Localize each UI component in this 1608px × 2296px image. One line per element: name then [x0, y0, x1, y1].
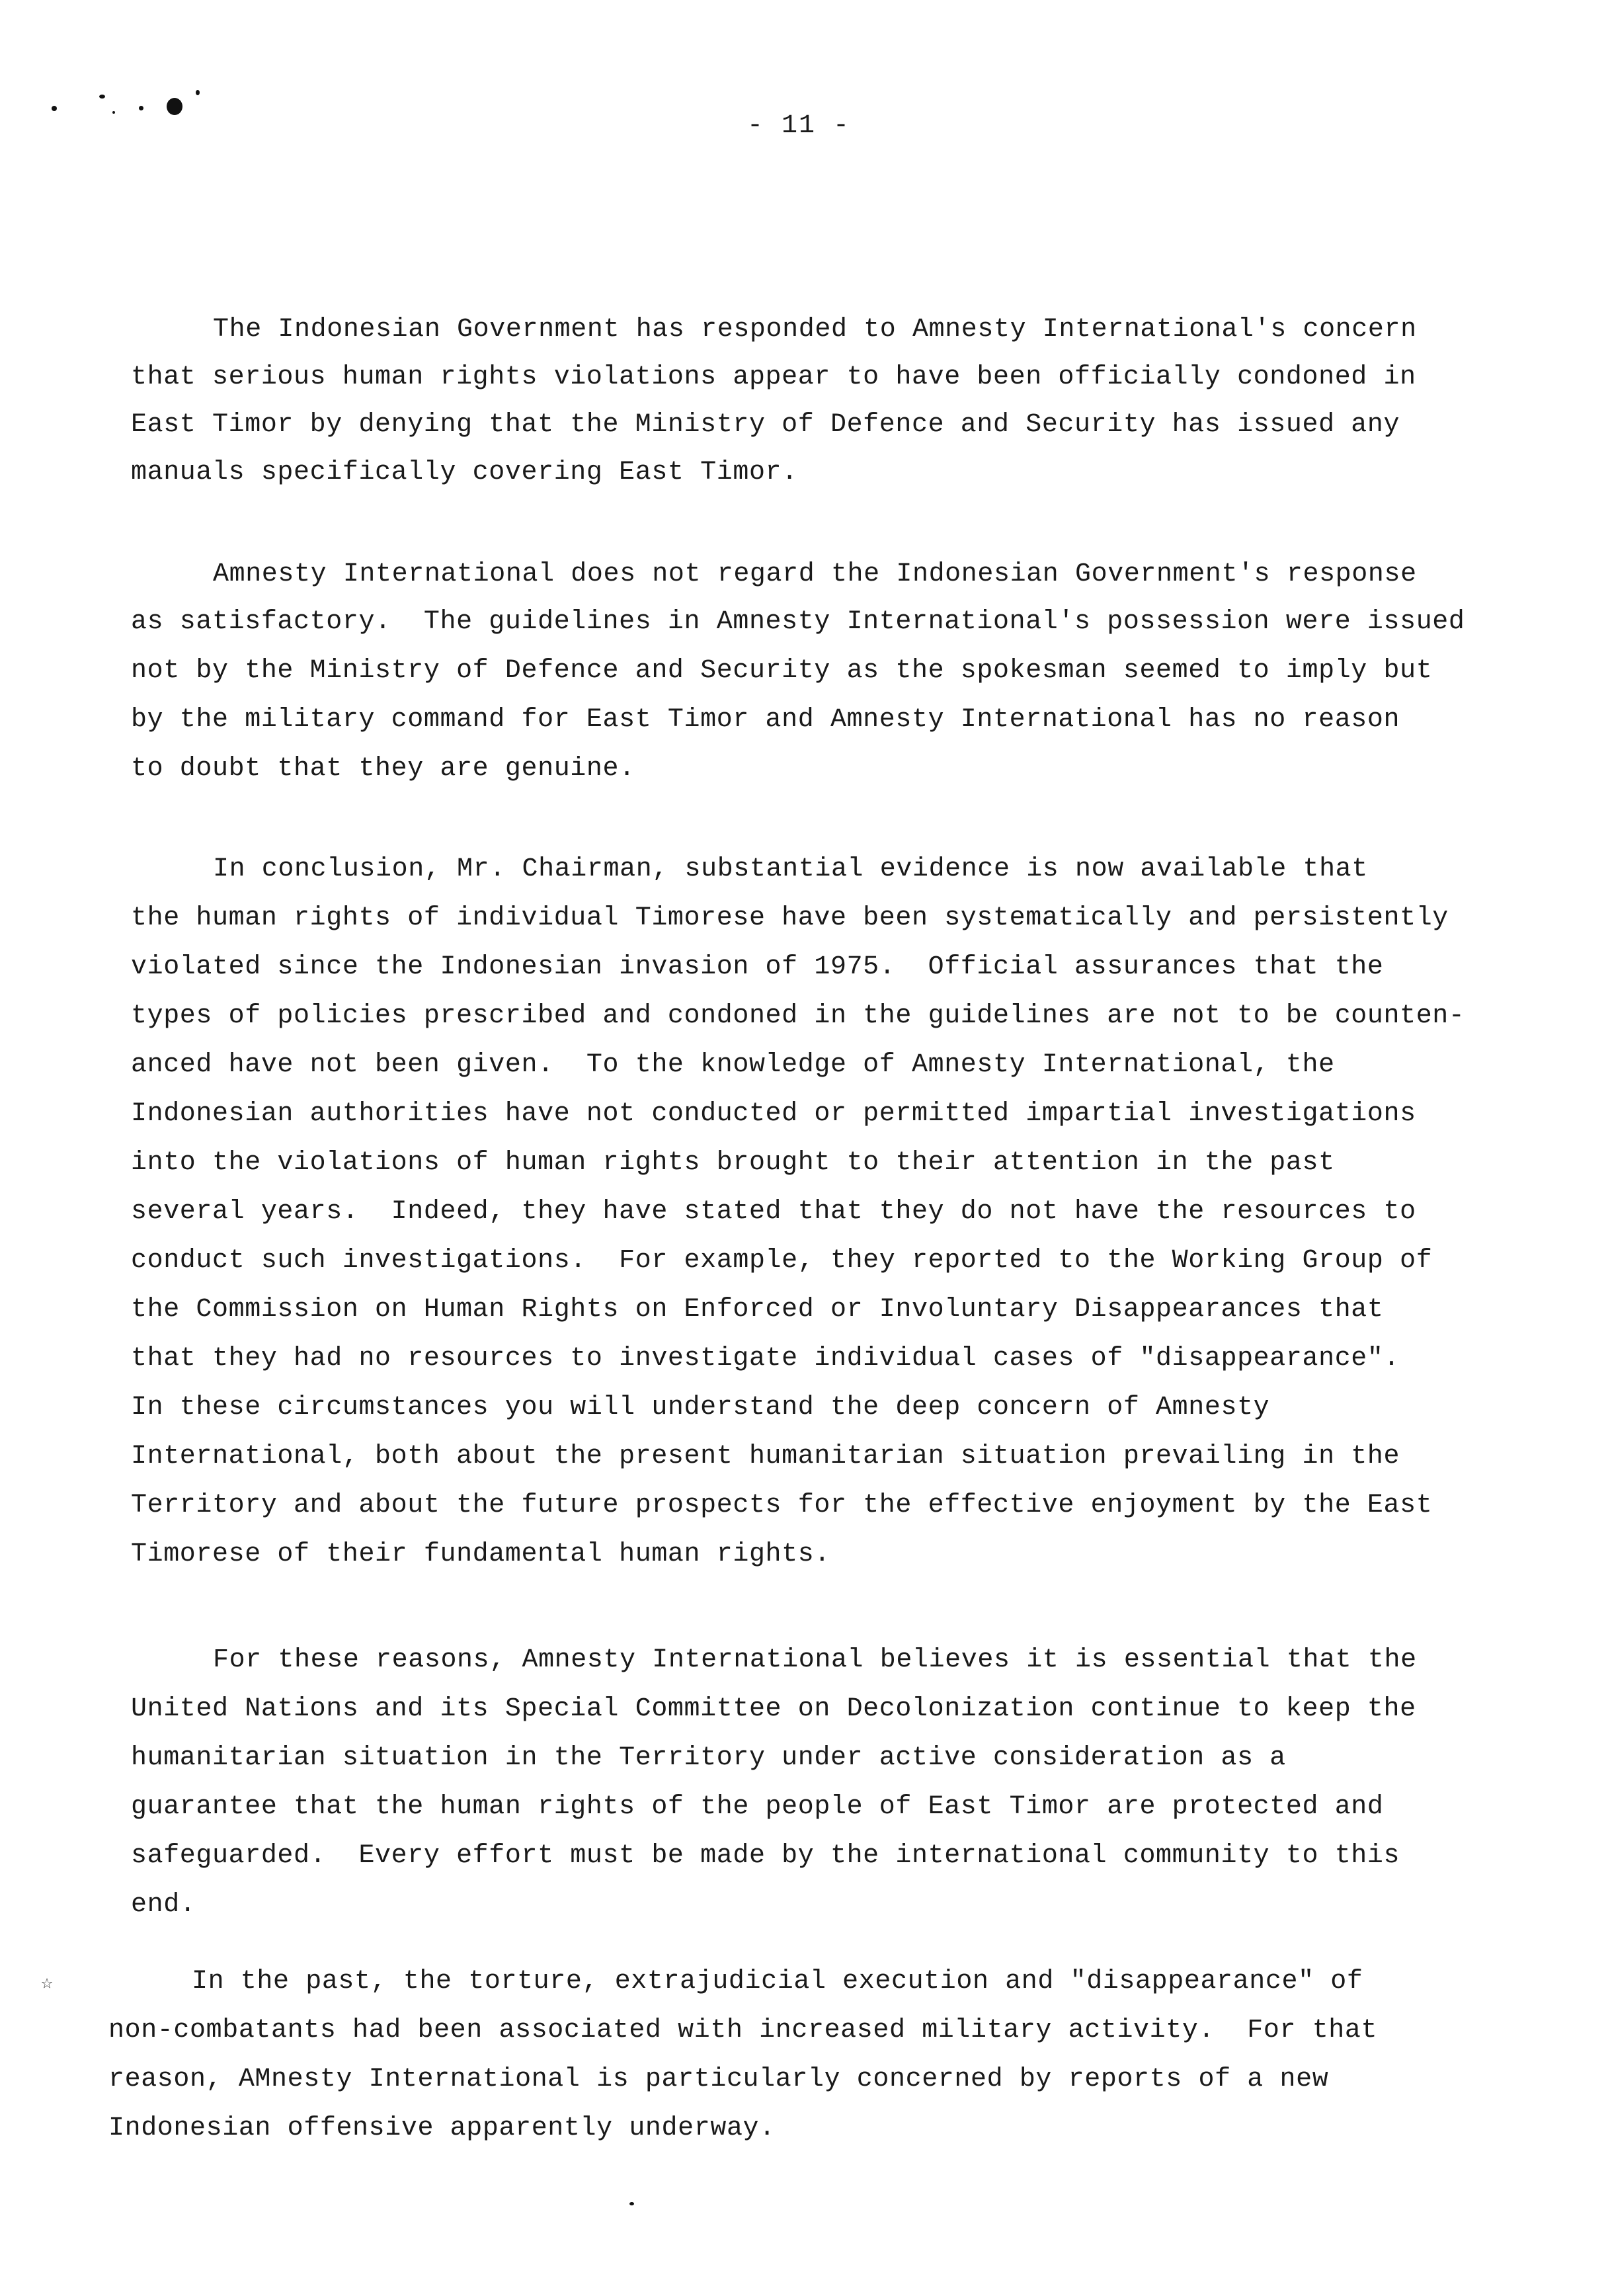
text-line: several years. Indeed, they have stated that they do not have the resources to [131, 1197, 1416, 1227]
text-line: conduct such investigations. For example, they reported to the Working Group of [131, 1246, 1433, 1276]
text-line: to doubt that they are genuine. [131, 754, 635, 784]
text-line: Timorese of their fundamental human rights. [131, 1539, 830, 1569]
scan-speck [99, 95, 105, 99]
text-line: not by the Ministry of Defence and Security as the spokesman seemed to imply but [131, 656, 1433, 686]
text-line: For these reasons, Amnesty International believes it is essential that the [213, 1645, 1417, 1675]
text-line: non-combatants had been associated with increased military activity. For that [108, 2016, 1378, 2045]
text-line: end. [131, 1890, 196, 1920]
scan-speck [139, 106, 143, 110]
page-number: - 11 - [747, 111, 851, 141]
text-line: guarantee that the human rights of the people of East Timor are protected and [131, 1792, 1384, 1822]
text-line: that they had no resources to investigate individual cases of "disappearance". [131, 1344, 1400, 1374]
scan-speck [629, 2202, 634, 2205]
scan-speck [196, 90, 200, 95]
text-line: Territory and about the future prospects for the effective enjoyment by the East [131, 1491, 1433, 1520]
text-line: International, both about the present humanitarian situation prevailing in the [131, 1442, 1400, 1471]
text-line: In conclusion, Mr. Chairman, substantial evidence is now available that [213, 854, 1368, 884]
text-line: manuals specifically covering East Timor. [131, 458, 798, 487]
text-line: types of policies prescribed and condoned in the guidelines are not to be counten- [131, 1001, 1465, 1031]
text-line: Indonesian offensive apparently underway. [108, 2113, 776, 2143]
text-line: that serious human rights violations appear to have been officially condoned in [131, 362, 1416, 392]
text-line: into the violations of human rights brought to their attention in the past [131, 1148, 1335, 1178]
text-line: In the past, the torture, extrajudicial execution and "disappearance" of [192, 1967, 1363, 1996]
margin-star-icon: ☆ [41, 1973, 54, 1995]
text-line: United Nations and its Special Committee on Decolonization continue to keep the [131, 1694, 1416, 1724]
text-line: The Indonesian Government has responded to Amnesty International's concern [213, 315, 1417, 345]
text-line: safeguarded. Every effort must be made by the international community to this [131, 1841, 1400, 1871]
text-line: Amnesty International does not regard the Indonesian Government's response [213, 559, 1417, 589]
text-line: reason, AMnesty International is particularly concerned by reports of a new [108, 2065, 1329, 2094]
text-line: the Commission on Human Rights on Enforced or Involuntary Disappearances that [131, 1295, 1384, 1325]
text-line: anced have not been given. To the knowledge of Amnesty International, the [131, 1050, 1335, 1080]
text-line: by the military command for East Timor and Amnesty International has no reason [131, 705, 1400, 735]
text-line: Indonesian authorities have not conducted or permitted impartial investigations [131, 1099, 1416, 1129]
text-line: the human rights of individual Timorese have been systematically and persistently [131, 903, 1449, 933]
text-line: as satisfactory. The guidelines in Amnesty International's possession were issued [131, 607, 1465, 637]
scan-speck [112, 111, 115, 114]
text-line: humanitarian situation in the Territory under active consideration as a [131, 1743, 1286, 1773]
scan-speck [167, 98, 182, 115]
text-line: In these circumstances you will understand the deep concern of Amnesty [131, 1393, 1270, 1422]
scan-speck [52, 106, 57, 111]
text-line: East Timor by denying that the Ministry of Defence and Security has issued any [131, 410, 1400, 440]
text-line: violated since the Indonesian invasion of 1975. Official assurances that the [131, 952, 1384, 982]
